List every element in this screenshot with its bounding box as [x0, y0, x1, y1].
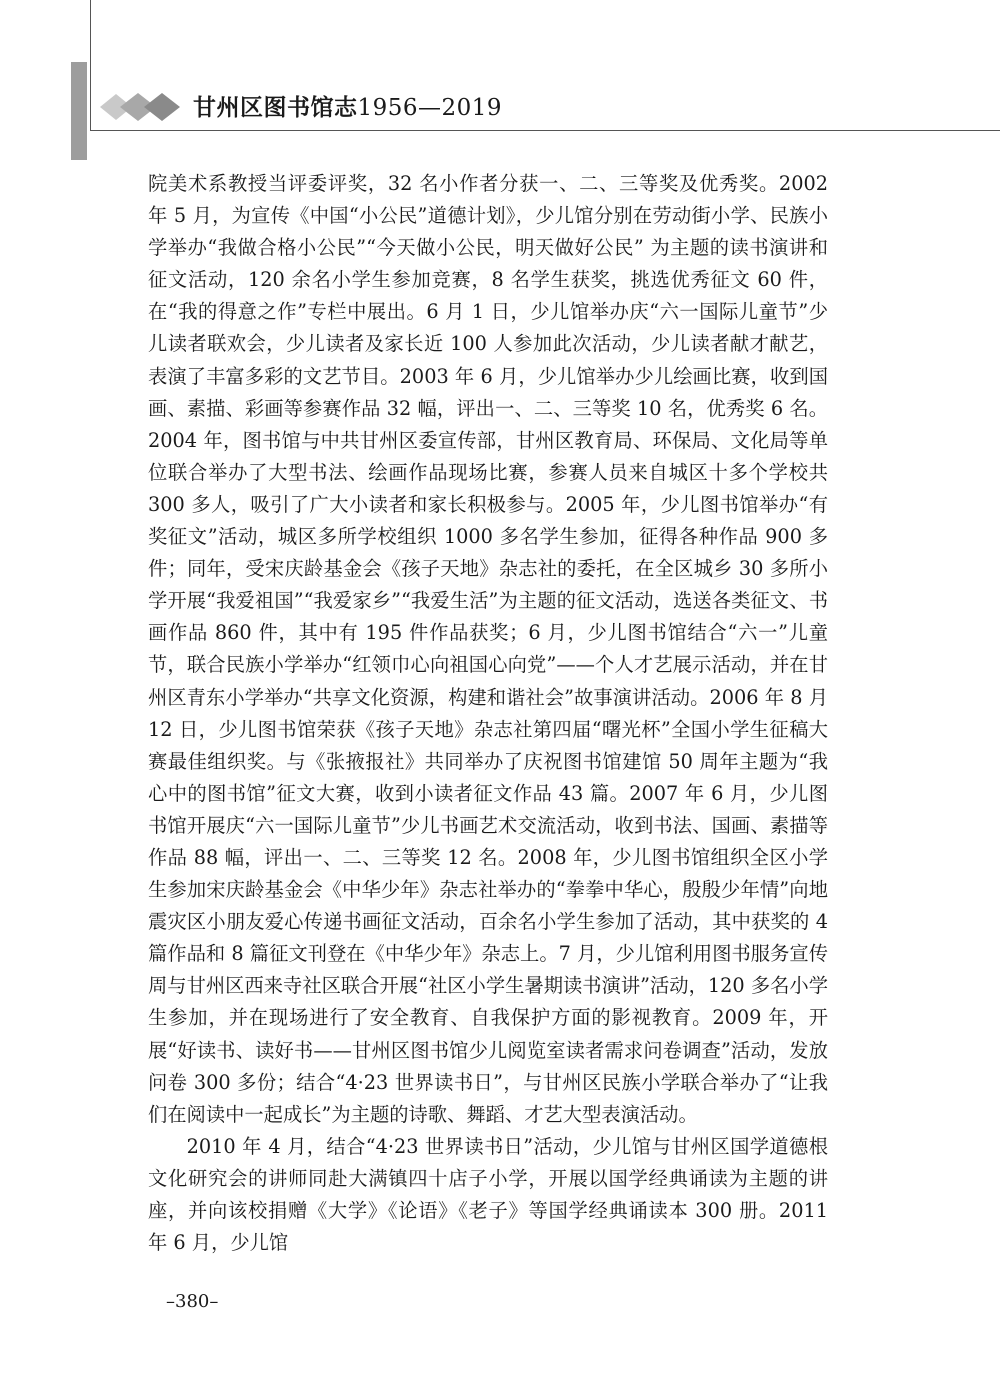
header-horizontal-rule	[90, 130, 1000, 131]
page-number: –380–	[166, 1291, 219, 1312]
header-diamond-ornament-icon	[100, 92, 190, 122]
running-header-title	[193, 92, 502, 124]
book-years: 1956—2019	[357, 95, 503, 121]
paragraph-2: 2010 年 4 月，结合“4·23 世界读书日”活动，少儿馆与甘州区国学道德根文化研究会的讲师同赴大满镇四十店子小学，开展以国学经典诵读为主题的讲座，并向该校捐赠《大学》《论语》《老子》等国学经典诵读本 300 册。2011 年 6 月，少儿馆	[148, 1134, 828, 1255]
paragraph-1: 院美术系教授当评委评奖，32 名小作者分获一、二、三等奖及优秀奖。2002 年 5 月，为宣传《中国“小公民”道德计划》，少儿馆分别在劳动街小学、民族小学举办“我做合格小公民”“今天做小公民，明天做好公民” 为主题的读书演讲和征文活动，120 余名小学生参加竞赛，8 名学生获奖，挑选优秀征文 60 件，在“我的得意之作”专栏中展出。6 月 1 日，少儿馆举办庆“六一国际儿童节”少儿读者联欢会，少儿读者及家长近 100 人参加此次活动，少儿读者献才献艺，表演了丰富多彩的文艺节目。2003 年 6 月，少儿馆举办少儿绘画比赛，收到国画、素描、彩画等参赛作品 32 幅，评出一、二、三等奖 10 名，优秀奖 6 名。2004 年，图书馆与中共甘州区委宣传部，甘州区教育局、环保局、文化局等单位联合举办了大型书法、绘画作品现场比赛，参赛人员来自城区十多个学校共 300 多人，吸引了广大小读者和家长积极参与。2005 年，少儿图书馆举办“有奖征文”活动，城区多所学校组织 1000 多名学生参加，征得各种作品 900 多件；同年，受宋庆龄基金会《孩子天地》杂志社的委托，在全区城乡 30 多所小学开展“我爱祖国”“我爱家乡”“我爱生活”为主题的征文活动，选送各类征文、书画作品 860 件，其中有 195 件作品获奖；6 月，少儿图书馆结合“六一”儿童节，联合民族小学举办“红领巾心向祖国心向党”——个人才艺展示活动，并在甘州区青东小学举办“共享文化资源，构建和谐社会”故事演讲活动。2006 年 8 月 12 日，少儿图书馆荣获《孩子天地》杂志社第四届“曙光杯”全国小学生征稿大赛最佳组织奖。与《张掖报社》共同举办了庆祝图书馆建馆 50 周年主题为“我心中的图书馆”征文大赛，收到小读者征文作品 43 篇。2007 年 6 月，少儿图书馆开展庆“六一国际儿童节”少儿书画艺术交流活动，收到书法、国画、素描等作品 88 幅，评出一、二、三等奖 12 名。2008 年，少儿图书馆组织全区小学生参加宋庆龄基金会《中华少年》杂志社举办的“拳拳中华心，殷殷少年情”向地震灾区小朋友爱心传递书画征文活动，百余名小学生参加了活动，其中获奖的 4 篇作品和 8 篇征文刊登在《中华少年》杂志上。7 月，少儿馆利用图书服务宣传周与甘州区西来寺社区联合开展“社区小学生暑期读书演讲”活动，120 多名小学生参加，并在现场进行了安全教育、自我保护方面的影视教育。2009 年，开展“好读书、读好书——甘州区图书馆少儿阅览室读者需求问卷调查”活动，发放问卷 300 多份；结合“4·23 世界读书日”，与甘州区民族小学联合举办了“让我们在阅读中一起成长”为主题的诗歌、舞蹈、才艺大型表演活动。	[148, 172, 828, 1126]
header-vertical-rule	[90, 0, 91, 130]
book-title: 甘州区图书馆志	[193, 94, 358, 121]
body-text	[148, 168, 828, 1259]
header-side-bar	[71, 62, 87, 160]
